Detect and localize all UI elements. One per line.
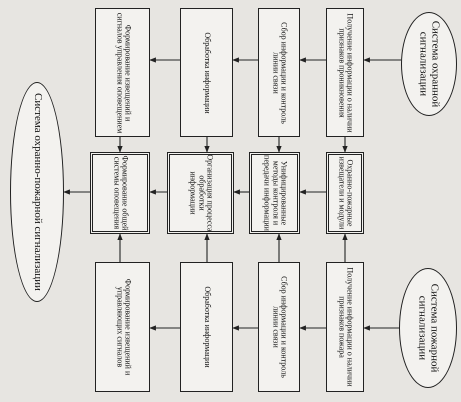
box-mid-unified-label: Унифицированные методы контроля и передачи информации <box>262 155 289 231</box>
box-top-signals-label: Формирование извещений и сигналов управления оповещением <box>114 12 132 133</box>
box-bottom-signals <box>95 262 150 392</box>
box-bottom-collect-label: Сбор информации и контроль линии связи <box>271 276 289 378</box>
box-mid-unified <box>249 152 300 234</box>
box-bottom-process-label: Обработка информации <box>202 286 212 368</box>
box-bottom-collect <box>258 262 300 392</box>
box-bottom-receive <box>326 262 364 392</box>
box-top-signals <box>95 8 150 137</box>
box-bottom-receive-label: Получение информации о наличии признаков пожара <box>337 267 355 387</box>
box-mid-organize <box>167 152 234 234</box>
box-top-receive <box>326 8 364 137</box>
box-top-process-label: Обработка информации <box>202 31 212 114</box>
box-top-receive-label: Получение информации о наличии признаков проникновения <box>337 12 355 133</box>
box-top-collect-label: Сбор информации и контроль линии связи <box>271 21 289 124</box>
oval-security-system <box>401 12 457 116</box>
box-top-collect <box>258 8 300 137</box>
oval-combined-label: Система охранно-пожарной сигнализации <box>31 93 44 291</box>
box-mid-organize-label: Организация процесса обработки информации <box>188 154 215 232</box>
oval-fire-label: Система пожарной сигнализации <box>417 283 441 373</box>
box-mid-general-label: Формирование общей системы оповещения <box>112 155 130 231</box>
box-mid-detectors <box>326 152 364 234</box>
oval-security-label: Система охранной сигнализации <box>418 20 442 108</box>
box-bottom-signals-label: Формирование извещений и управляющих сигналов <box>114 278 132 376</box>
box-mid-detectors-label: Охранно-пожарные извещатели и модули <box>337 156 355 230</box>
box-top-process <box>180 8 233 137</box>
box-bottom-process <box>180 262 233 392</box>
box-mid-general <box>90 152 150 234</box>
oval-fire-system <box>399 268 457 388</box>
oval-combined-system <box>10 82 64 302</box>
